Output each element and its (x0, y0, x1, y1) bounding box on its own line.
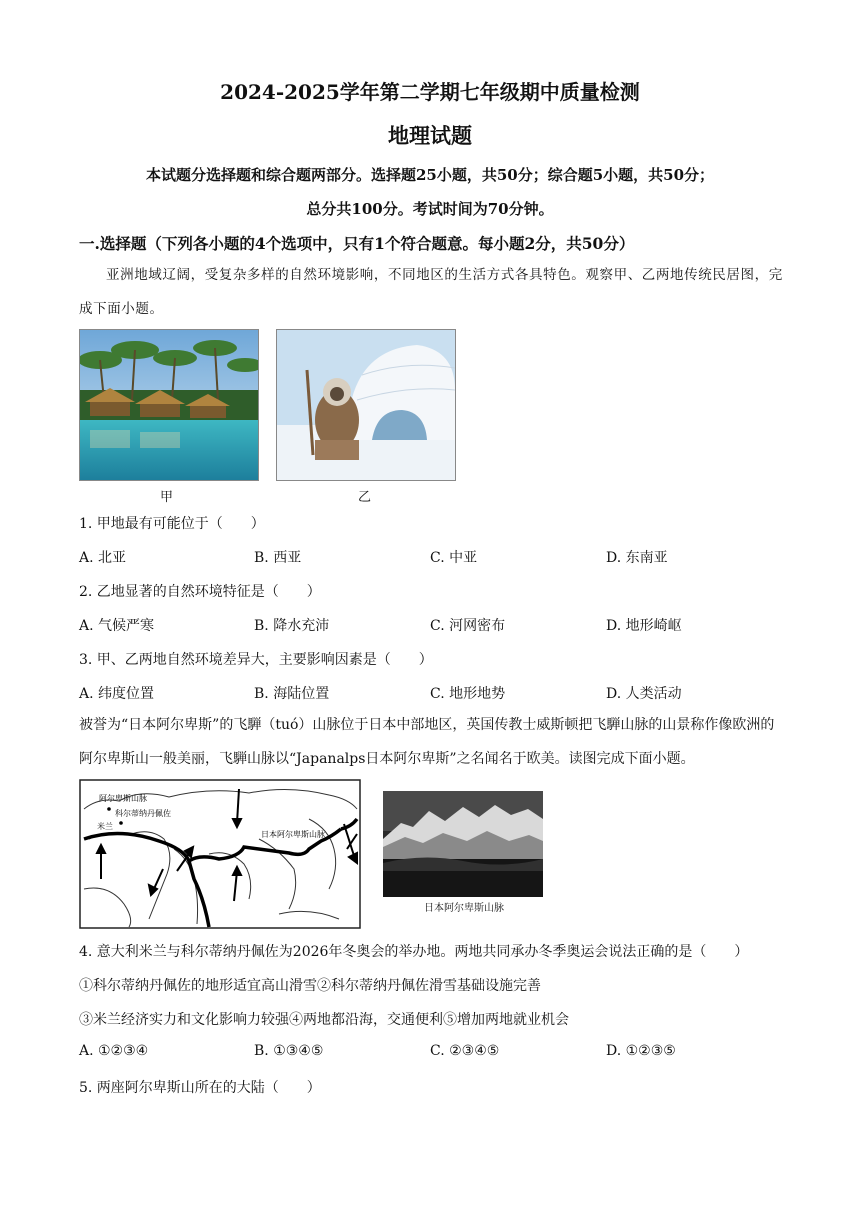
photo-igloo (276, 329, 456, 481)
question-2-stem: 2. 乙地显著的自然环境特征是（ ） (79, 584, 321, 600)
question-4-option-b[interactable]: B. ①③④⑤ (254, 1043, 324, 1059)
question-3-option-a[interactable]: A. 纬度位置 (79, 686, 155, 702)
question-1-option-c[interactable]: C. 中亚 (430, 550, 478, 566)
question-3-option-c[interactable]: C. 地形地势 (430, 686, 506, 702)
map-label-japan-alps: 日本阿尔卑斯山脉 (261, 830, 325, 839)
question-1-option-d[interactable]: D. 东南亚 (606, 550, 668, 566)
exam-title: 2024-2025学年第二学期七年级期中质量检测 (220, 80, 640, 104)
exam-subtitle: 地理试题 (388, 123, 472, 148)
section-heading: 一.选择题（下列各小题的4个选项中，只有1个符合题意。每小题2分，共50分） (79, 234, 635, 253)
question-3-option-b[interactable]: B. 海陆位置 (254, 686, 330, 702)
passage-1: 亚洲地域辽阔，受复杂多样的自然环境影响，不同地区的生活方式各具特色。观察甲、乙两地传统民居图，完成下面小题。 (79, 267, 783, 317)
eurasia-map (79, 779, 361, 929)
question-3-stem: 3. 甲、乙两地自然环境差异大，主要影响因素是（ ） (79, 652, 433, 668)
question-1-option-a[interactable]: A. 北亚 (79, 550, 127, 566)
question-4-statements-1: ①科尔蒂纳丹佩佐的地形适宜高山滑雪②科尔蒂纳丹佩佐滑雪基础设施完善 (79, 978, 541, 994)
tropical-scene-image (80, 330, 258, 480)
question-2-option-b[interactable]: B. 降水充沛 (254, 618, 330, 634)
question-4-statements-2: ③米兰经济实力和文化影响力较强④两地都沿海，交通便利⑤增加两地就业机会 (79, 1012, 569, 1028)
exam-intro-line1: 本试题分选择题和综合题两部分。选择题25小题，共50分；综合题5小题，共50分； (145, 166, 715, 184)
passage-2: 被誉为“日本阿尔卑斯”的飞騨（tuó）山脉位于日本中部地区，英国传教士威斯顿把飞騨山脉的山景称作像欧洲的阿尔卑斯山一般美丽，飞騨山脉以“Japanalps日本阿尔卑斯”之名闻名于欧美。读图完成下面小题。 (79, 717, 775, 767)
world-map-figure (79, 779, 361, 929)
photo-tropical-houses (79, 329, 259, 481)
igloo-scene-image (277, 330, 455, 480)
question-3-option-d[interactable]: D. 人类活动 (606, 686, 682, 702)
question-5-stem: 5. 两座阿尔卑斯山所在的大陆（ ） (79, 1080, 321, 1096)
question-2-option-d[interactable]: D. 地形崎岖 (606, 618, 682, 634)
question-1-stem: 1. 甲地最有可能位于（ ） (79, 516, 265, 532)
photo-japan-alps (383, 791, 543, 897)
question-2-option-c[interactable]: C. 河网密布 (430, 618, 506, 634)
map-label-milan: 米兰 (97, 822, 113, 831)
question-4-option-c[interactable]: C. ②③④⑤ (430, 1043, 500, 1059)
photo-caption-a: 甲 (160, 490, 174, 505)
map-label-alps: 阿尔卑斯山脉 (99, 794, 147, 803)
mountain-photo-caption: 日本阿尔卑斯山脉 (424, 903, 504, 914)
question-2-option-a[interactable]: A. 气候严寒 (79, 618, 155, 634)
question-1-option-b[interactable]: B. 西亚 (254, 550, 302, 566)
question-4-option-a[interactable]: A. ①②③④ (79, 1043, 149, 1059)
mountain-image (383, 791, 543, 897)
photo-caption-b: 乙 (358, 490, 372, 505)
map-label-cortina: 科尔蒂纳丹佩佐 (115, 809, 171, 818)
exam-intro-line2: 总分共100分。考试时间为70分钟。 (306, 200, 554, 218)
question-4-stem: 4. 意大利米兰与科尔蒂纳丹佩佐为2026年冬奥会的举办地。两地共同承办冬季奥运会说法正确的是（ ） (79, 944, 749, 960)
question-4-option-d[interactable]: D. ①②③⑤ (606, 1043, 676, 1059)
